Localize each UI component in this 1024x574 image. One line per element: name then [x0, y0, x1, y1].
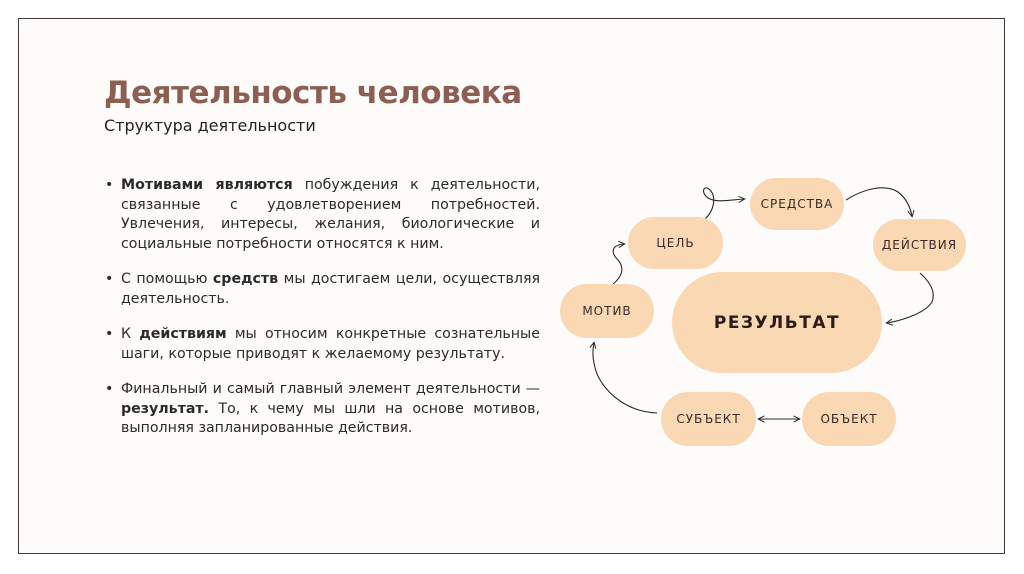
node-subekt-label: СУБЪЕКТ: [676, 412, 741, 426]
node-tsel-label: ЦЕЛЬ: [656, 236, 695, 250]
bullet-text: К: [121, 326, 140, 342]
bullet-text: мы достигаем цели, осуществляя деятельность.: [121, 271, 541, 307]
node-tsel: [628, 217, 723, 269]
arrow-deystviya-to-rezultat: [887, 273, 933, 323]
node-obekt: [802, 392, 896, 446]
slide-subtitle: Структура деятельности: [104, 116, 316, 135]
node-motiv-label: МОТИВ: [582, 304, 632, 318]
bullet-text: То, к чему мы шли на основе мотивов, выполняя запланированные действия.: [121, 400, 540, 436]
node-rezultat: [672, 272, 882, 373]
bullet-bold: средств: [212, 271, 279, 287]
slide-title: Деятельность человека: [104, 75, 522, 111]
node-obekt-label: ОБЪЕКТ: [820, 412, 878, 426]
bullet-text: мы относим конкретные сознательные шаги, которые приводят к желаемому результату.: [121, 326, 540, 362]
node-sredstva: [750, 178, 844, 230]
bullet-bold: действиям: [139, 326, 227, 342]
node-subekt: [661, 392, 756, 446]
bullet-text: С помощью: [121, 271, 213, 287]
arrow-subekt-to-motiv: [593, 343, 657, 413]
bullet-text: побуждения к деятельности, связанные с удовлетворением потребностей. Увлечения, интересы, желания, биологические и социальные потребности относятся к ним.: [121, 177, 540, 252]
node-motiv: [560, 284, 654, 338]
arrow-sredstva-to-deystviya: [846, 188, 912, 216]
node-rezultat-label: РЕЗУЛЬТАТ: [713, 313, 841, 333]
bullet-bold: результат.: [121, 400, 210, 417]
arrow-motiv-to-tsel: [613, 244, 624, 284]
arrow-tsel-to-sredstva: [704, 188, 744, 219]
node-sredstva-label: СРЕДСТВА: [760, 197, 834, 211]
bullet-text: Финальный и самый главный элемент деятельности —: [121, 381, 540, 397]
node-deystviya-label: ДЕЙСТВИЯ: [881, 238, 958, 252]
bullet-bold: Мотивами являются: [121, 177, 293, 193]
node-deystviya: [873, 219, 966, 271]
